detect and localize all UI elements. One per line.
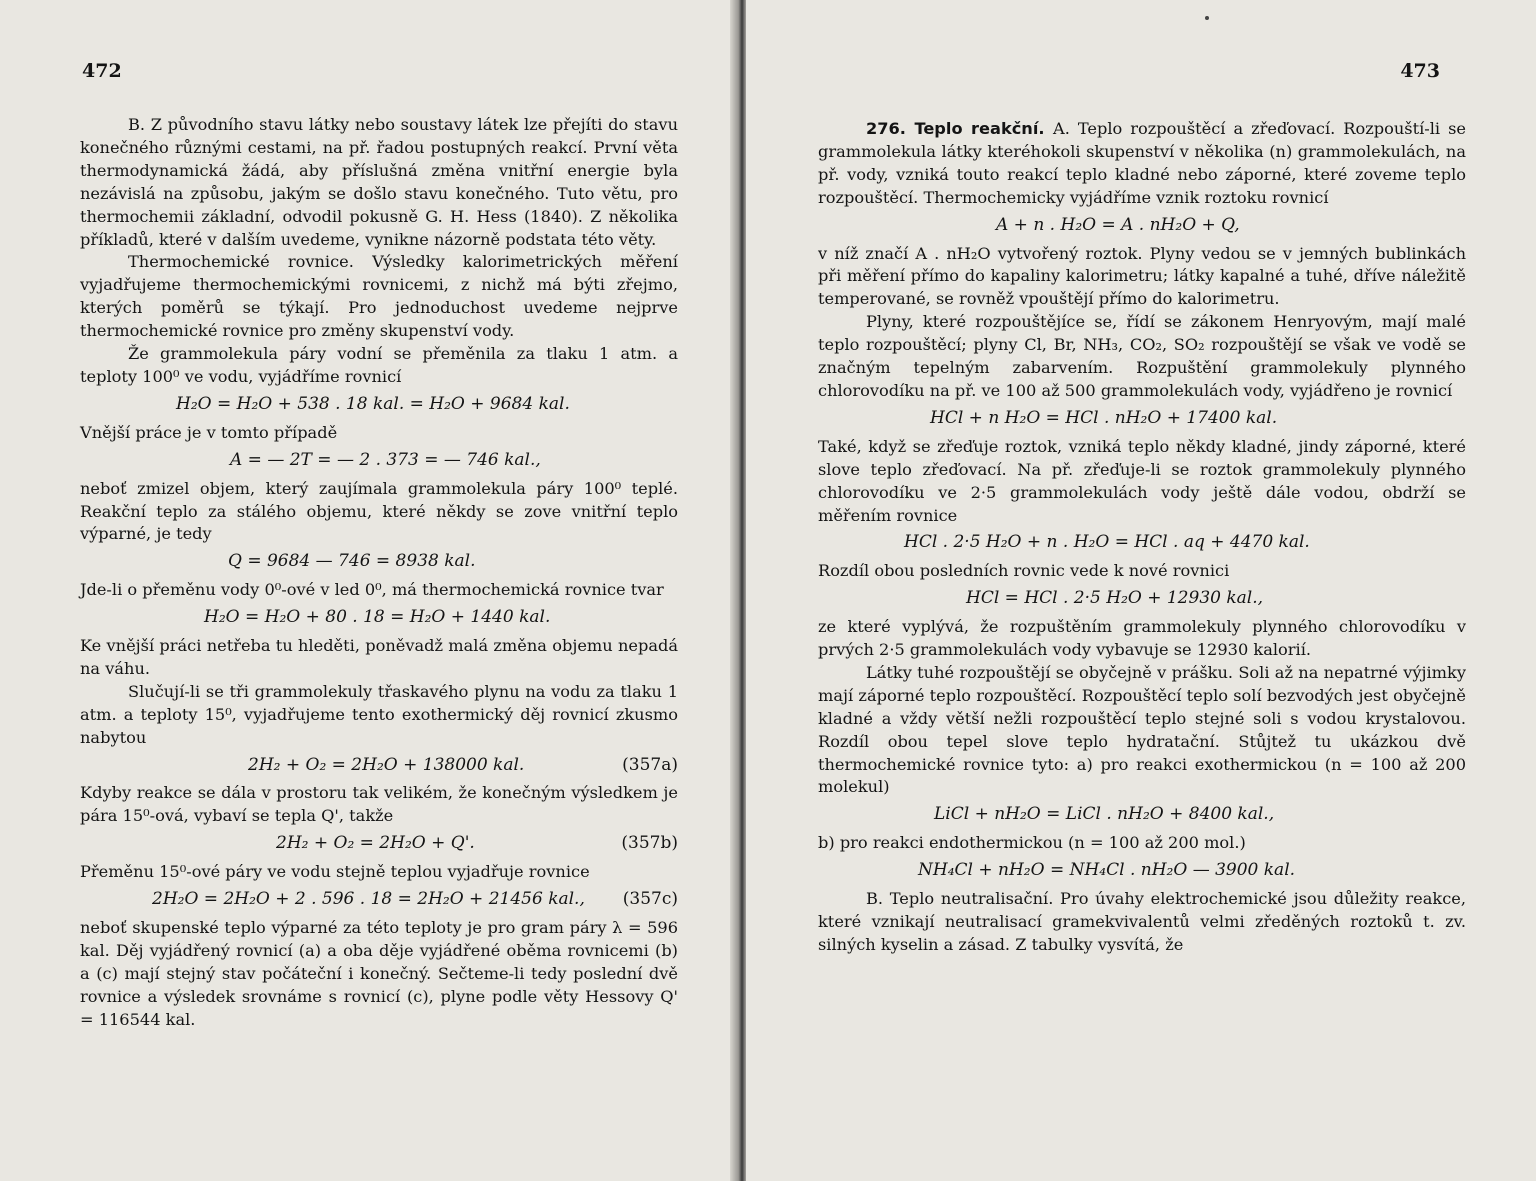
paragraph: [818, 243, 1466, 312]
paragraph: [80, 917, 678, 1032]
paragraph: [80, 782, 678, 828]
paragraph-text: A. Teplo rozpouštěcí a zřeďovací. Rozpouští-li se grammolekula látky kteréhokoli skupenství v několika (n) grammolekulách, na př. vody, vzniká touto reakcí teplo kladné nebo záporné, které zoveme teplo rozpouštěcí. Thermochemicky vyjádříme vznik roztoku rovnicí: [818, 119, 1466, 207]
left-text-column: [80, 114, 678, 1032]
equation: [818, 859, 1466, 882]
equation: [818, 587, 1466, 610]
paragraph: [80, 422, 678, 445]
paragraph: [818, 311, 1466, 403]
paragraph: [818, 118, 1466, 210]
equation-text: H₂O = H₂O + 80 . 18 = H₂O + 1440 kal.: [204, 607, 551, 628]
equation: [818, 803, 1466, 826]
equation-number: (357a): [622, 754, 678, 775]
equation-text: 2H₂O = 2H₂O + 2 . 596 . 18 = 2H₂O + 21456 kal.,: [152, 889, 585, 910]
equation: [818, 407, 1466, 430]
paragraph: [818, 832, 1466, 855]
equation-text: HCl + n H₂O = HCl . nH₂O + 17400 kal.: [930, 407, 1278, 428]
paragraph-text: Slučují-li se tři grammolekuly třaskavého plynu na vodu za tlaku 1 atm. a teploty 15⁰, vyjadřujeme tento exothermický děj rovnicí zkusmo nabytou: [80, 681, 678, 747]
paragraph: [80, 251, 678, 343]
paragraph-text: Jde-li o přeměnu vody 0⁰-ové v led 0⁰, má thermochemická rovnice tvar: [80, 580, 664, 600]
equation-text: HCl . 2·5 H₂O + n . H₂O = HCl . aq + 4470 kal.: [904, 532, 1310, 553]
equation: [80, 449, 678, 472]
paragraph: [818, 662, 1466, 799]
equation-text: LiCl + nH₂O = LiCl . nH₂O + 8400 kal.,: [934, 804, 1275, 825]
equation-text: A + n . H₂O = A . nH₂O + Q,: [996, 214, 1240, 235]
paragraph-text: Přeměnu 15⁰-ové páry ve vodu stejně teplou vyjadřuje rovnice: [80, 862, 590, 882]
paragraph-text: Látky tuhé rozpouštějí se obyčejně v prášku. Soli až na nepatrné výjimky mají záporné teplo rozpouštěcí. Rozpouštěcí teplo solí bezvodých jest obyčejně kladné a vždy větší nežli rozpouštěcí teplo stejné soli s vodou krystalovou. Rozdíl obou tepel slove teplo hydratační. Stůjtež tu ukázkou dvě thermochemické rovnice tyto: a) pro reakci exothermickou (n = 100 až 200 molekul): [818, 662, 1466, 797]
equation: [818, 214, 1466, 237]
paragraph-text: Kdyby reakce se dála v prostoru tak velikém, že konečným výsledkem je pára 15⁰-ová, vybaví se tepla Q', takže: [80, 783, 678, 826]
paragraph-text: Že grammolekula páry vodní se přeměnila za tlaku 1 atm. a teploty 100⁰ ve vodu, vyjádříme rovnicí: [80, 344, 678, 386]
left-page: [0, 0, 738, 1181]
paragraph-text: neboť zmizel objem, který zaujímala grammolekula páry 100⁰ teplé. Reakční teplo za stálého objemu, které někdy se zove vnitřní teplo výparné, je tedy: [80, 478, 678, 544]
equation: [80, 550, 678, 573]
section-heading: 276. Teplo reakční.: [866, 119, 1054, 138]
paragraph: [818, 888, 1466, 957]
equation-text: NH₄Cl + nH₂O = NH₄Cl . nH₂O — 3900 kal.: [918, 860, 1296, 881]
right-text-column: [818, 118, 1466, 957]
paragraph-text: v níž značí A . nH₂O vytvořený roztok. Plyny vedou se v jemných bublinkách při měření přímo do kapaliny kalorimetru; látky kapalné a tuhé, dříve náležitě temperované, se rovněž vpouštějí přímo do kalorimetru.: [818, 243, 1466, 309]
equation: [80, 393, 678, 416]
paragraph-text: Plyny, které rozpouštějíce se, řídí se zákonem Henryovým, mají malé teplo rozpouštěcí; plyny Cl, Br, NH₃, CO₂, SO₂ rozpouštějí se však ve vodě se značným tepelným zabarvením. Rozpuštění grammolekuly plynného chlorovodíku na př. ve 100 až 500 grammolekulách vody, vyjádřeno je rovnicí: [818, 312, 1466, 400]
paragraph-text: b) pro reakci endothermickou (n = 100 až 200 mol.): [818, 833, 1246, 853]
right-page: [746, 0, 1536, 1181]
paragraph-text: B. Teplo neutralisační. Pro úvahy elektrochemické jsou důležity reakce, které vznikají neutralisací gramekvivalentů velmi zředěných roztoků t. zv. silných kyselin a zásad. Z tabulky vysvítá, že: [818, 889, 1466, 954]
page-number-left: 472: [82, 60, 122, 82]
equation-text: Q = 9684 — 746 = 8938 kal.: [228, 551, 476, 572]
equation: [80, 606, 678, 629]
paragraph: [80, 343, 678, 389]
paragraph-text: neboť skupenské teplo výparné za této teploty je pro gram páry λ = 596 kal. Děj vyjádřený rovnicí (a) a oba děje vyjádřené oběma rovnicemi (b) a (c) mají stejný stav počáteční i konečný. Sečteme-li tedy poslední dvě rovnice a výsledek srovnáme s rovnicí (c), plyne podle věty Hessovy Q' = 116544 kal.: [80, 918, 678, 1029]
equation-text: HCl = HCl . 2·5 H₂O + 12930 kal.,: [966, 588, 1264, 609]
equation-text: A = — 2T = — 2 . 373 = — 746 kal.,: [230, 449, 541, 470]
equation-number: (357b): [621, 833, 678, 854]
equation-text: H₂O = H₂O + 538 . 18 kal. = H₂O + 9684 kal.: [176, 393, 570, 414]
paragraph-text: Ke vnější práci netřeba tu hleděti, poněvadž malá změna objemu nepadá na váhu.: [80, 636, 678, 678]
paragraph: [80, 114, 678, 251]
equation: [80, 832, 678, 855]
paragraph-text: ze které vyplývá, že rozpuštěním grammolekuly plynného chlorovodíku v prvých 2·5 grammolekulách vody vybavuje se 12930 kalorií.: [818, 617, 1466, 660]
paragraph: [80, 635, 678, 681]
paragraph: [818, 616, 1466, 662]
equation: [80, 754, 678, 777]
equation-text: 2H₂ + O₂ = 2H₂O + Q'.: [276, 833, 475, 854]
equation-number: (357c): [622, 889, 678, 910]
paragraph-text: Thermochemické rovnice. Výsledky kalorimetrických měření vyjadřujeme thermochemickými rovnicemi, z nichž má býti zřejmo, kterých poměrů se týkají. Pro jednoduchost uvedeme nejprve thermochemické rovnice pro změny skupenství vody.: [80, 252, 678, 341]
paragraph: [80, 861, 678, 884]
equation: [818, 531, 1466, 554]
paragraph-text: B. Z původního stavu látky nebo soustavy látek lze přejíti do stavu konečného různými cestami, na př. řadou postupných reakcí. První věta thermodynamická žádá, aby příslušná změna vnitřní energie byla nezávislá na způsobu, jakým se došlo stavu konečného. Tuto větu, pro thermochemii základní, odvodil pokusně G. H. Hess (1840). Z několika příkladů, které v dalším uvedeme, vynikne názorně podstata této věty.: [80, 115, 678, 249]
page-number-right: 473: [1400, 60, 1440, 82]
paragraph-text: Vnější práce je v tomto případě: [80, 422, 338, 442]
paragraph: [818, 560, 1466, 583]
paragraph-text: Rozdíl obou posledních rovnic vede k nové rovnici: [818, 561, 1230, 581]
ink-speck: [1205, 16, 1209, 20]
paragraph-text: Také, když se zřeďuje roztok, vzniká teplo někdy kladné, jindy záporné, které slove teplo zřeďovací. Na př. zřeďuje-li se roztok grammolekuly plynného chlorovodíku ve 2·5 grammolekulách vody ještě dále vodou, obdrží se měřením rovnice: [818, 436, 1466, 525]
paragraph: [80, 579, 678, 602]
paragraph: [818, 436, 1466, 528]
equation: [80, 888, 678, 911]
equation-text: 2H₂ + O₂ = 2H₂O + 138000 kal.: [248, 754, 525, 775]
paragraph: [80, 478, 678, 547]
paragraph: [80, 681, 678, 750]
